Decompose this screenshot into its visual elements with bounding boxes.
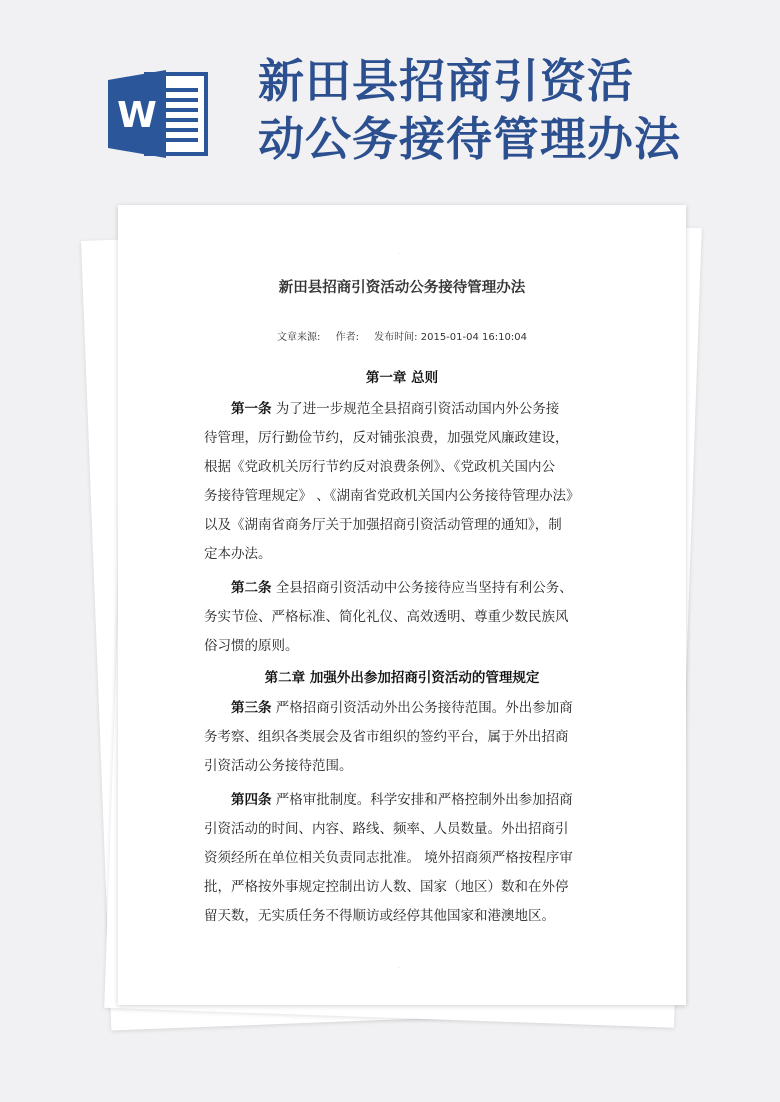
banner-title-line-2: 动公务接待管理办法 — [258, 112, 681, 166]
meta-published-label: 发布时间: — [374, 332, 418, 343]
article-meta — [118, 328, 686, 343]
article-2-line: 俗习惯的原则。 — [204, 638, 299, 654]
article-3-line: 引资活动公务接待范围。 — [204, 758, 353, 774]
article-4-line: 留天数，无实质任务不得顺访或经停其他国家和港澳地区。 — [204, 908, 555, 924]
chapter-2-heading: 第二章 加强外出参加招商引资活动的管理规定 — [264, 670, 540, 686]
meta-author-label: 作者: — [335, 332, 359, 343]
word-document-icon — [108, 70, 208, 158]
document-page — [118, 205, 686, 1005]
article-1-label: 第一条 — [231, 401, 272, 417]
article-1 — [204, 395, 608, 569]
article-1-line: 以及《湖南省商务厅关于加强招商引资活动管理的通知》，制 — [204, 517, 562, 533]
article-3 — [204, 694, 608, 781]
article-4-line: 资须经所在单位相关负责同志批准。 境外招商须严格按程序审 — [204, 850, 573, 866]
article-4-label: 第四条 — [231, 792, 272, 808]
chapter-1-heading: 第一章 总则 — [365, 370, 439, 386]
article-4-line: 第四条 严格审批制度。科学安排和严格控制外出参加招商 — [231, 792, 573, 808]
word-icon-letter: W — [117, 95, 157, 136]
article-4 — [204, 786, 608, 931]
article-2 — [204, 574, 608, 661]
article-2-line: 第二条 全县招商引资活动中公务接待应当坚持有利公务、 — [231, 580, 573, 596]
meta-published-value: 2015-01-04 16:10:04 — [420, 332, 527, 343]
article-1-line: 务接待管理规定》 、《湖南省党政机关国内公务接待管理办法》 — [204, 488, 580, 504]
meta-source-label: 文章来源: — [277, 332, 321, 343]
article-2-label: 第二条 — [231, 580, 272, 596]
article-1-line: 第一条 为了进一步规范全县招商引资活动国内外公务接 — [231, 401, 560, 417]
meta-published — [374, 332, 527, 343]
article-1-line: 定本办法。 — [204, 546, 272, 562]
article-3-label: 第三条 — [231, 700, 272, 716]
article-2-line: 务实节俭、严格标准、简化礼仪、高效透明、尊重少数民族风 — [204, 609, 569, 625]
article-4-line: 引资活动的时间、内容、路线、频率、人员数量。外出招商引 — [204, 821, 569, 837]
banner-title-line-1: 新田县招商引资活 — [258, 54, 634, 108]
document-title: 新田县招商引资活动公务接待管理办法 — [278, 279, 526, 296]
page-bottom-mark: · — [398, 965, 400, 972]
page-top-mark: · — [398, 251, 400, 258]
article-3-line: 务考察、组织各类展会及省市组织的签约平台，属于外出招商 — [204, 729, 569, 745]
banner-title — [258, 52, 768, 168]
article-3-line: 第三条 严格招商引资活动外出公务接待范围。外出参加商 — [231, 700, 573, 716]
article-1-line: 根据《党政机关厉行节约反对浪费条例》、《党政机关国内公 — [204, 459, 555, 475]
article-4-line: 批，严格按外事规定控制出访人数、国家（地区）数和在外停 — [204, 879, 569, 895]
article-1-line: 待管理，厉行勤俭节约，反对铺张浪费，加强党风廉政建设， — [204, 430, 569, 446]
